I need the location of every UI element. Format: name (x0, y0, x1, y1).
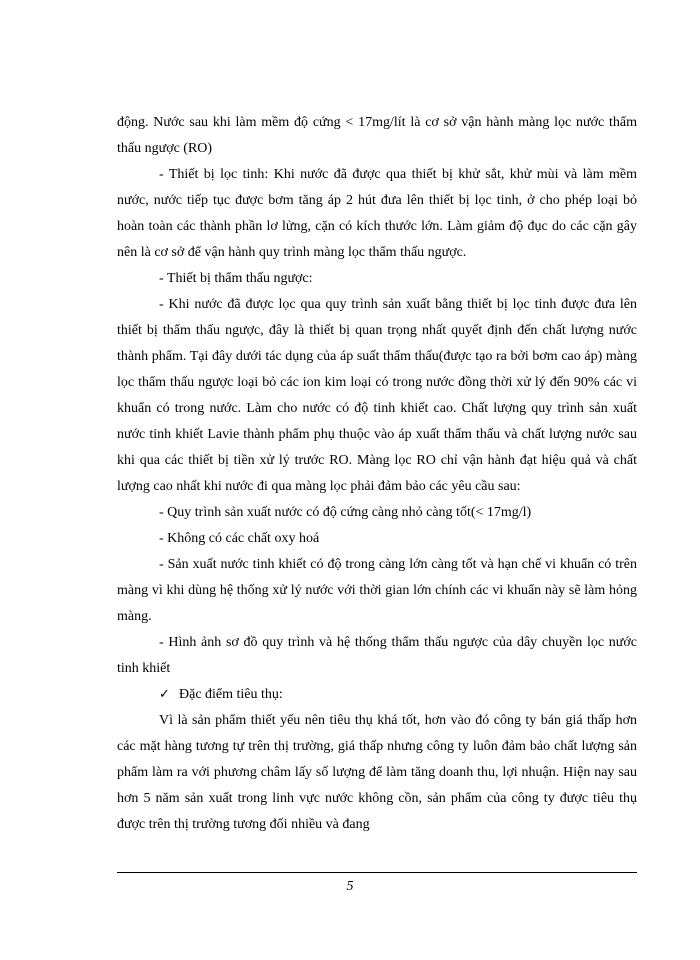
paragraph-requirement-clarity: - Sản xuất nước tinh khiết có độ trong càng lớn càng tốt và hạn chế vi khuẩn có trên màng vì khi dùng hệ thống xử lý nước với thời gian lớn chính các vi khuẩn này sẽ làm hỏng màng. (117, 557, 637, 624)
paragraph-diagram-note: - Hình ảnh sơ đồ quy trình và hệ thống thẩm thấu ngược của dây chuyền lọc nước tinh khiết (117, 635, 637, 676)
paragraph-continuation: động. Nước sau khi làm mềm độ cứng < 17mg/lít là cơ sở vận hành màng lọc nước thẩm thấu ngược (RO) (117, 115, 637, 156)
checkmark-icon: ✓ (159, 687, 170, 702)
paragraph-ro-description: - Khi nước đã được lọc qua quy trình sản xuất bằng thiết bị lọc tinh được đưa lên thiết bị thẩm thấu ngược, đây là thiết bị quan trọng nhất quyết định đến chất lượng nước thành phẩm. Tại đây dưới tác dụng của áp suất thẩm thấu(được tạo ra bởi bơm cao áp) màng lọc thẩm thấu ngược loại bỏ các ion kim loại có trong nước đồng thời xử lý đến 90% các vi khuẩn có trong nước. Làm cho nước có độ tinh khiết cao. Chất lượng quy trình sản xuất nước tinh khiết Lavie thành phẩm phụ thuộc vào áp xuất thẩm thấu và chất lượng nước sau khi qua các thiết bị tiền xử lý trước RO. Màng lọc RO chỉ vận hành đạt hiệu quả và chất lượng cao nhất khi nước đi qua màng lọc phải đảm bảo các yêu cầu sau: (117, 297, 637, 494)
paragraph-requirement-hardness: - Quy trình sản xuất nước có độ cứng càng nhỏ càng tốt(< 17mg/l) (159, 505, 532, 520)
paragraph-requirement-oxidizers: - Không có các chất oxy hoá (159, 531, 320, 546)
paragraph-fine-filter: - Thiết bị lọc tinh: Khi nước đã được qua thiết bị khử sắt, khử mùi và làm mềm nước, nước tiếp tục được bơm tăng áp 2 hút đưa lên thiết bị lọc tinh, ở cho phép loại bỏ hoàn toàn các thành phần lơ lửng, cặn có kích thước lớn. Làm giảm độ đục do các cặn gây nên là cơ sở để vận hành quy trình màng lọc thẩm thấu ngược. (117, 167, 637, 260)
body-text (117, 110, 637, 838)
page-number: 5 (346, 879, 354, 894)
paragraph-ro-heading: - Thiết bị thẩm thấu ngược: (159, 271, 313, 286)
footer-divider (117, 872, 637, 873)
paragraph-consumption: Vì là sản phẩm thiết yếu nên tiêu thụ khá tốt, hơn vào đó công ty bán giá thấp hơn các mặt hàng tương tự trên thị trường, giá thấp nhưng công ty luôn đảm bảo chất lượng sản phẩm làm ra với phương châm lấy số lượng để làm tăng doanh thu, lợi nhuận. Hiện nay sau hơn 5 năm sản xuất trong linh vực nước không cồn, sản phẩm của công ty được tiêu thụ được trên thị trường tương đối nhiều và đang (117, 713, 637, 832)
consumption-heading (117, 682, 637, 708)
consumption-heading-text: Đặc điểm tiêu thụ: (179, 687, 283, 702)
